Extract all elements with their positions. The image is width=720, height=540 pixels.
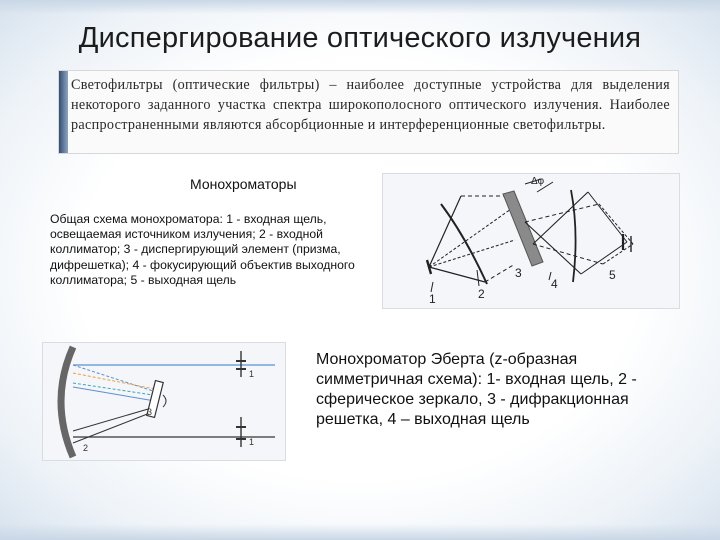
angle-label: Δφ [531, 176, 545, 187]
ray-line [429, 267, 485, 282]
ray-line [581, 242, 627, 274]
ebert-scheme-svg [43, 343, 285, 460]
ebert-monochromator-description: Монохроматор Эберта (z-образная симметричная схема): 1- входная щель, 2 - сферическое зеркало, 3 - дифракционная решетка, 4 – выходная щель [316, 351, 637, 428]
scanned-text-image [58, 70, 679, 154]
ray-blue [73, 365, 153, 391]
label-slit-top: 1 [249, 369, 255, 379]
label-4: 4 [551, 277, 558, 291]
label-grating: 3 [147, 407, 153, 417]
monochromator-scheme-figure [382, 173, 680, 309]
label-3: 3 [515, 266, 522, 280]
ray-line [525, 204, 599, 222]
slide-title: Диспергирование оптического излучения [78, 22, 642, 54]
ray-orange [73, 373, 155, 389]
label-pointer [431, 282, 433, 292]
ray-line [603, 244, 633, 264]
ray-line [599, 204, 633, 244]
label-slit-bottom: 1 [249, 437, 255, 447]
monochromators-heading: Монохроматоры [190, 176, 297, 192]
scanned-paragraph: Светофильтры (оптические фильтры) – наиболее доступные устройства для выделения некоторого заданного участка спектра широкополосного оптического излучения. Наиболее распространенными являются абсорбционные и интерференционные светофильтры. [71, 77, 670, 133]
ebert-monochromator-figure [42, 342, 286, 461]
slide-frame-top [0, 0, 720, 14]
label-2: 2 [478, 287, 485, 301]
rotation-arc [163, 395, 166, 407]
spherical-mirror [61, 347, 73, 457]
ray-line [429, 196, 461, 267]
slide-frame-bottom [0, 524, 720, 540]
ray-line [588, 192, 627, 242]
label-5: 5 [609, 268, 616, 282]
monochromator-scheme-description: Общая схема монохроматора: 1 - входная щель, освещаемая источником излучения; 2 - входной коллиматор; 3 - диспергирующий элемент (призма, дифрешетка); 4 - фокусирующий объектив выходного коллиматора; 5 - выходная щель [50, 212, 355, 287]
label-1: 1 [429, 292, 436, 306]
ray-line [485, 264, 515, 282]
ray-line [533, 244, 603, 264]
ray-line [429, 209, 511, 267]
label-mirror: 2 [83, 443, 89, 453]
monochromator-scheme-svg [383, 174, 679, 308]
label-pointer [477, 270, 479, 286]
dispersive-element [503, 191, 543, 266]
